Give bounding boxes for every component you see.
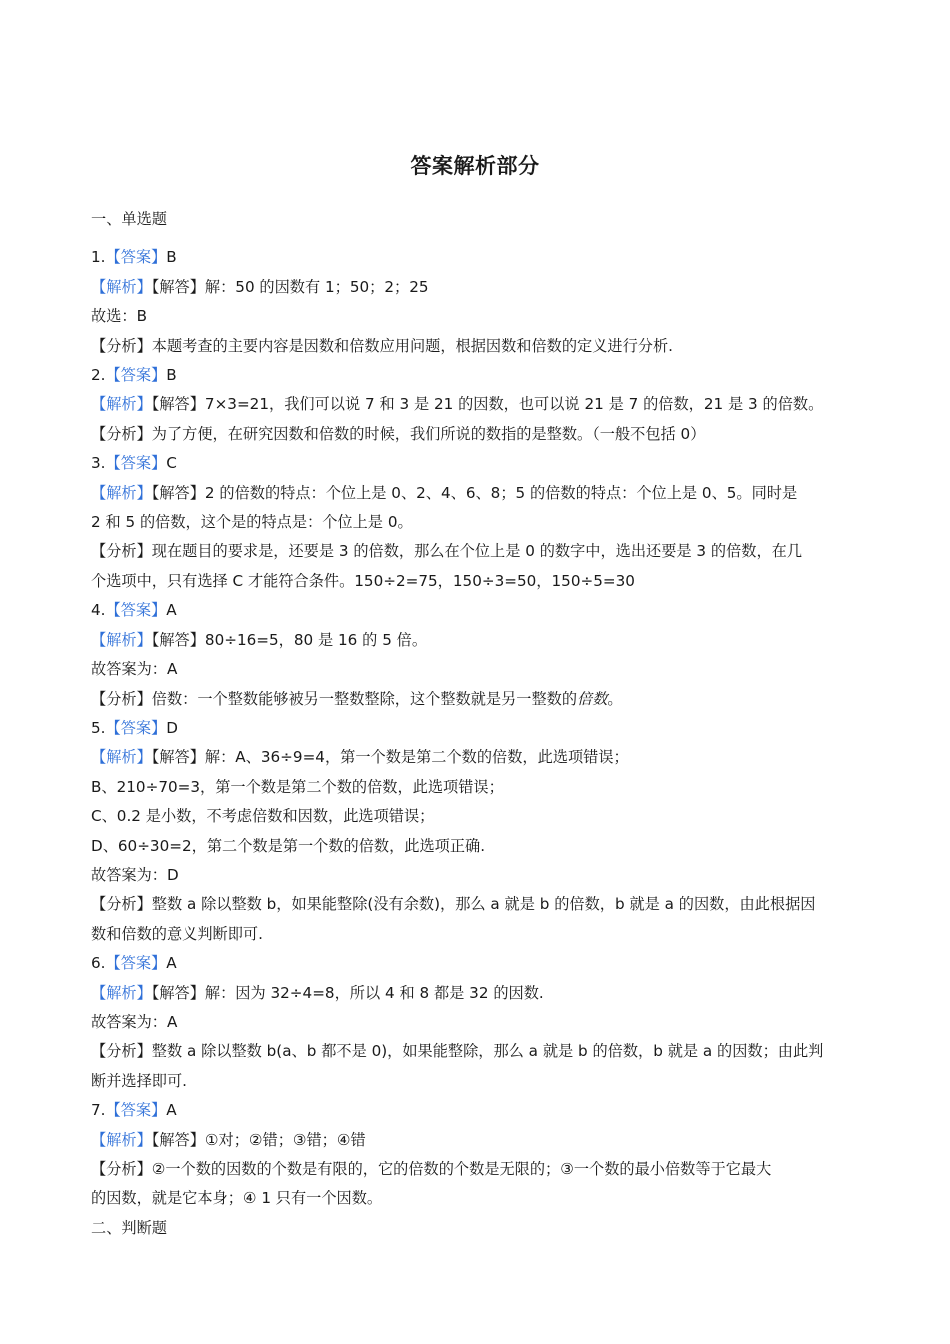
jiexi-tag: 【解析】: [91, 630, 152, 649]
q3-fenxi: 【分析】现在题目的要求是，还要是 3 的倍数，那么在个位上是 0 的数字中，选出还要是 3 的倍数，在几: [91, 542, 803, 561]
q7-jiexi: 【解答】①对；②错；③错；④错: [151, 1130, 366, 1149]
answer-tag: 【答案】: [105, 248, 167, 267]
jiexi-tag: 【解析】: [91, 1130, 152, 1149]
q7-number: 7.: [91, 1101, 106, 1120]
q5-jiexi-line: [91, 743, 861, 772]
section-heading-single-choice: 一、单选题: [91, 210, 167, 228]
answer-tag: 【答案】: [105, 718, 167, 737]
q7-jiexi-line: [91, 1126, 861, 1155]
q4-answer: A: [166, 601, 177, 620]
q4-fenxi-end: 。: [607, 689, 623, 708]
q3-jiexi-line: [91, 479, 861, 508]
q3-answer: C: [166, 454, 177, 473]
q2-number: 2.: [91, 366, 106, 385]
q2-answer-line: [91, 361, 861, 390]
jiexi-tag: 【解析】: [91, 395, 152, 414]
q2-fenxi: 【分析】为了方便，在研究因数和倍数的时候，我们所说的数指的是整数。（一般不包括 0）: [91, 424, 706, 443]
q3-number: 3.: [91, 454, 106, 473]
q1-conclusion: 故选：B: [91, 307, 147, 326]
q1-answer-line: [91, 243, 861, 272]
answer-tag: 【答案】: [105, 454, 167, 473]
q2-jiexi: 【解答】7×3=21，我们可以说 7 和 3 是 21 的因数，也可以说 21 是 7 的倍数，21 是 3 的倍数。: [151, 395, 824, 414]
answer-tag: 【答案】: [105, 601, 167, 620]
section-heading-judgement: 二、判断题: [91, 1218, 167, 1237]
q5-answer: D: [166, 718, 178, 737]
q5-conclusion: 故答案为：D: [91, 865, 179, 884]
q1-jiexi: 【解答】解：50 的因数有 1；50；2；25: [151, 277, 429, 296]
q4-jiexi-line: [91, 626, 861, 655]
q6-conclusion: 故答案为：A: [91, 1012, 178, 1031]
q4-jiexi: 【解答】80÷16=5，80 是 16 的 5 倍。: [151, 630, 428, 649]
q5-answer-line: [91, 714, 861, 743]
q5-fenxi-continued: 数和倍数的意义判断即可.: [91, 924, 263, 943]
q4-answer-line: [91, 596, 861, 625]
q5-option-c: C、0.2 是小数，不考虑倍数和因数，此选项错误；: [91, 807, 435, 826]
q7-answer-line: [91, 1096, 861, 1125]
page-title: 答案解析部分: [410, 154, 540, 178]
q5-fenxi: 【分析】整数 a 除以整数 b，如果能整除(没有余数)，那么 a 就是 b 的倍数，b 就是 a 的因数，由此根据因: [91, 895, 816, 914]
q4-number: 4.: [91, 601, 106, 620]
answer-tag: 【答案】: [105, 1101, 167, 1120]
q4-fenxi-line: [91, 685, 861, 714]
q6-fenxi-continued: 断并选择即可.: [91, 1071, 187, 1090]
q5-option-b: B、210÷70=3，第一个数是第二个数的倍数，此选项错误；: [91, 777, 504, 796]
answer-tag: 【答案】: [105, 954, 167, 973]
q7-answer: A: [166, 1101, 177, 1120]
q1-jiexi-line: [91, 273, 861, 302]
jiexi-tag: 【解析】: [91, 983, 152, 1002]
q1-fenxi: 【分析】本题考查的主要内容是因数和倍数应用问题，根据因数和倍数的定义进行分析.: [91, 336, 673, 355]
q1-number: 1.: [91, 248, 106, 267]
jiexi-tag: 【解析】: [91, 483, 152, 502]
jiexi-tag: 【解析】: [91, 748, 152, 767]
q3-jiexi-continued: 2 和 5 的倍数，这个是的特点是：个位上是 0。: [91, 513, 413, 532]
q3-jiexi: 【解答】2 的倍数的特点：个位上是 0、2、4、6、8；5 的倍数的特点：个位上是 0、5。同时是: [151, 483, 798, 502]
q4-fenxi-italic: 倍数: [577, 689, 608, 708]
answer-tag: 【答案】: [105, 366, 167, 385]
q5-number: 5.: [91, 718, 106, 737]
q3-fenxi-continued: 个选项中，只有选择 C 才能符合条件。150÷2=75，150÷3=50，150÷5=30: [91, 571, 635, 590]
q5-option-d: D、60÷30=2，第二个数是第一个数的倍数，此选项正确.: [91, 836, 486, 855]
q7-fenxi: 【分析】②一个数的因数的个数是有限的，它的倍数的个数是无限的；③一个数的最小倍数等于它最大: [91, 1160, 772, 1178]
q6-jiexi-line: [91, 979, 861, 1008]
q6-number: 6.: [91, 954, 106, 973]
q2-jiexi-line: [91, 390, 861, 419]
q6-fenxi: 【分析】整数 a 除以整数 b(a、b 都不是 0)，如果能整除，那么 a 就是 b 的倍数，b 就是 a 的因数；由此判: [91, 1042, 824, 1061]
answer-content: [91, 205, 861, 1243]
q1-answer: B: [166, 248, 177, 267]
q4-conclusion: 故答案为：A: [91, 660, 178, 679]
q2-answer: B: [166, 366, 177, 385]
q7-fenxi-continued: 的因数，就是它本身；④ 1 只有一个因数。: [91, 1189, 383, 1208]
q4-fenxi: 【分析】倍数：一个整数能够被另一整数整除，这个整数就是另一整数的: [91, 689, 577, 708]
q5-jiexi: 【解答】解：A、36÷9=4，第一个数是第二个数的倍数，此选项错误；: [151, 748, 629, 767]
q6-answer-line: [91, 949, 861, 978]
q6-answer: A: [166, 954, 177, 973]
q6-jiexi: 【解答】解：因为 32÷4=8，所以 4 和 8 都是 32 的因数.: [151, 983, 544, 1002]
jiexi-tag: 【解析】: [91, 277, 152, 296]
q3-answer-line: [91, 449, 861, 478]
